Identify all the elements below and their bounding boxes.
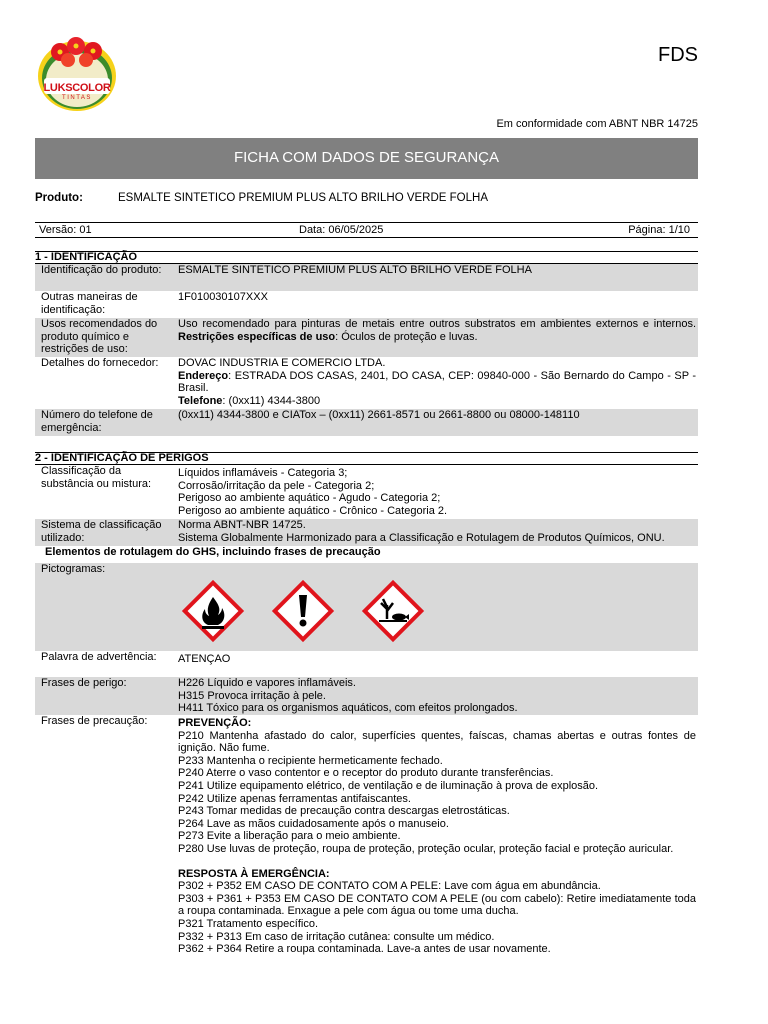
field-label: Identificação do produto: — [41, 264, 162, 276]
system-line: Sistema Globalmente Harmonizado para a Classificação e Rotulagem de Produtos Químicos, ONU. — [178, 531, 665, 544]
response-statement: P302 + P352 EM CASO DE CONTATO COM A PELE: Lave com água em abundância. — [178, 880, 601, 893]
version-bar — [35, 222, 698, 238]
field-value — [178, 677, 698, 715]
hazard-statement: H411 Tóxico para os organismos aquáticos, com efeitos prolongados. — [178, 702, 518, 715]
field-value — [178, 357, 698, 407]
section-title: 2 - IDENTIFICAÇÃO DE PERIGOS — [35, 452, 698, 465]
field-label: Frases de precaução: — [41, 715, 148, 727]
info-row — [35, 715, 698, 956]
field-label: Número do telefone de emergência: — [41, 409, 153, 434]
info-row — [35, 465, 698, 519]
brand-logo — [36, 36, 118, 112]
usage-text: Uso recomendado para pinturas de metais entre outros substratos em ambientes externos e internos. — [178, 318, 696, 330]
environment-icon — [361, 579, 425, 643]
flame-icon — [181, 579, 245, 643]
spacer — [178, 856, 696, 868]
phone-text: : (0xx11) 4344-3800 — [222, 394, 321, 407]
field-label: Detalhes do fornecedor: — [41, 357, 159, 369]
logo-text: LUKSCOLOR — [43, 82, 111, 94]
field-label: Classificação da substância ou mistura: — [41, 465, 152, 490]
address-label: Endereço — [178, 369, 229, 382]
restrictions-text: : Óculos de proteção e luvas. — [335, 330, 478, 343]
emergency-response-title: RESPOSTA À EMERGÊNCIA: — [178, 867, 330, 880]
precaution-statement: P280 Use luvas de proteção, roupa de proteção, proteção ocular, proteção facial e proteção auricular. — [178, 842, 674, 855]
restrictions-label: Restrições específicas de uso — [178, 330, 336, 343]
classification-line: Corrosão/irritação da pele - Categoria 2; — [178, 479, 375, 492]
address-text: : ESTRADA DOS CASAS, 2401, DO CASA, CEP: 09840-000 - São Bernardo do Campo - SP - Brasil. — [178, 369, 696, 395]
section-identificacao — [35, 251, 698, 436]
hazard-statement: H315 Provoca irritação à pele. — [178, 689, 326, 702]
date-text: Data: 06/05/2025 — [299, 224, 384, 236]
prevention-title: PREVENÇÃO: — [178, 717, 252, 729]
section-title: 1 - IDENTIFICAÇÃO — [35, 251, 698, 264]
field-value: (0xx11) 4344-3800 e CIATox – (0xx11) 2661-8571 ou 2661-8800 ou 08000-148110 — [178, 409, 580, 421]
precaution-statement: P273 Evite a liberação para o meio ambiente. — [178, 830, 401, 843]
info-row — [35, 677, 698, 715]
supplier-name: DOVAC INDUSTRIA E COMERCIO LTDA. — [178, 357, 386, 369]
document-code: FDS — [658, 44, 698, 66]
precaution-statement: P210 Mantenha afastado do calor, superfícies quentes, faíscas, chamas abertas e outras fontes de ignição. Não fume. — [178, 729, 696, 755]
response-statement: P362 + P364 Retire a roupa contaminada. Lave-a antes de usar novamente. — [178, 943, 551, 956]
ghs-elements-title: Elementos de rotulagem do GHS, incluindo frases de precaução — [45, 546, 381, 558]
page-number: Página: 1/10 — [628, 224, 690, 236]
exclamation-icon — [271, 579, 335, 643]
precaution-statement: P240 Aterre o vaso contentor e o receptor do produto durante transferências. — [178, 767, 554, 780]
phone-label: Telefone — [178, 394, 223, 407]
info-row — [35, 318, 698, 357]
hazard-statement: H226 Líquido e vapores inflamáveis. — [178, 677, 356, 689]
precaution-statement: P241 Utilize equipamento elétrico, de ventilação e de iluminação à prova de explosão. — [178, 779, 599, 792]
response-statement: P303 + P361 + P353 EM CASO DE CONTATO COM A PELE (ou com cabelo): Retire imediatamente toda a roupa contaminada. Enxague a pele com água ou tome uma ducha. — [178, 892, 696, 918]
field-value — [178, 717, 698, 956]
product-label: Produto: — [35, 192, 83, 204]
info-row — [35, 357, 698, 409]
system-line: Norma ABNT-NBR 14725. — [178, 519, 306, 531]
signal-word: ATENÇAO — [178, 653, 231, 665]
field-value — [178, 318, 698, 343]
precaution-statement: P242 Utilize apenas ferramentas antifaiscantes. — [178, 792, 411, 805]
section-perigos — [35, 452, 698, 956]
classification-line: Líquidos inflamáveis - Categoria 3; — [178, 467, 348, 479]
field-label: Palavra de advertência: — [41, 651, 157, 663]
logo-subtext: TINTAS — [62, 95, 92, 101]
response-statement: P332 + P313 Em caso de irritação cutânea: consulte um médico. — [178, 930, 495, 943]
field-label: Frases de perigo: — [41, 677, 127, 689]
response-statement: P321 Tratamento específico. — [178, 917, 319, 930]
field-label: Outras maneiras de identificação: — [41, 291, 138, 316]
field-label: Pictogramas: — [41, 563, 106, 575]
field-value: 1F010030107XXX — [178, 291, 268, 303]
info-row — [35, 264, 698, 291]
precaution-statement: P233 Mantenha o recipiente hermeticamente fechado. — [178, 754, 443, 767]
precaution-statement: P243 Tomar medidas de precaução contra descargas eletrostáticas. — [178, 805, 510, 818]
field-label: Sistema de classificação utilizado: — [41, 519, 162, 544]
info-row — [35, 409, 698, 436]
field-label: Usos recomendados do produto químico e restrições de uso: — [41, 318, 158, 356]
classification-line: Perigoso ao ambiente aquático - Agudo - Categoria 2; — [178, 492, 441, 505]
field-value: ESMALTE SINTETICO PREMIUM PLUS ALTO BRILHO VERDE FOLHA — [178, 264, 532, 276]
classification-line: Perigoso ao ambiente aquático - Crônico - Categoria 2. — [178, 504, 448, 517]
precaution-statement: P264 Lave as mãos cuidadosamente após o manuseio. — [178, 817, 449, 830]
product-value: ESMALTE SINTETICO PREMIUM PLUS ALTO BRILHO VERDE FOLHA — [118, 192, 488, 204]
field-value — [178, 519, 698, 544]
field-value — [178, 467, 698, 517]
conformity-note: Em conformidade com ABNT NBR 14725 — [496, 118, 698, 130]
version-text: Versão: 01 — [39, 224, 92, 236]
info-row — [35, 291, 698, 318]
pictograms-row — [35, 563, 698, 651]
info-row — [35, 519, 698, 546]
info-row — [35, 651, 698, 677]
document-title-banner: FICHA COM DADOS DE SEGURANÇA — [35, 138, 698, 179]
